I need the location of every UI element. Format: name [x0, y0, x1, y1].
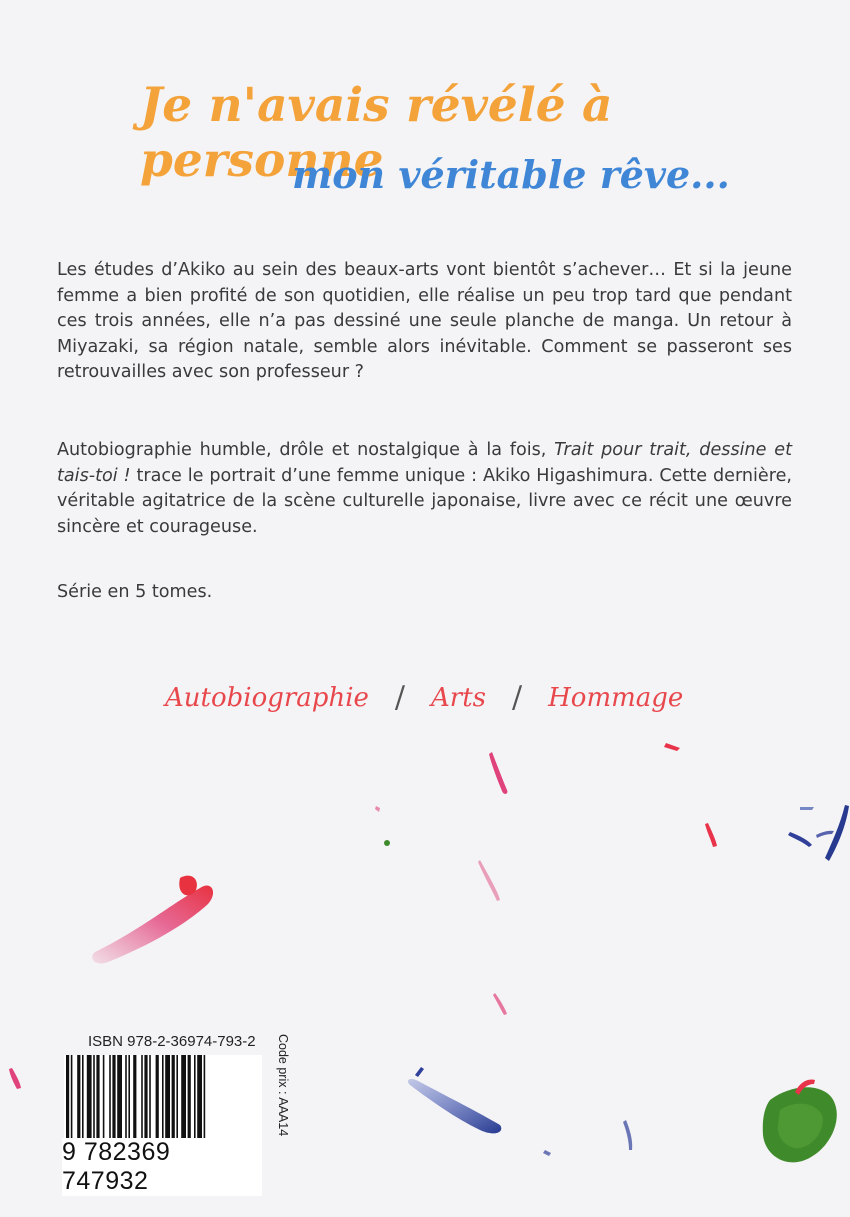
- barcode-bar: [125, 1055, 127, 1139]
- price-code: Code prix : AAA14: [276, 1034, 290, 1137]
- barcode-bar: [156, 1055, 159, 1139]
- barcode-bar: [144, 1055, 147, 1139]
- series-note: Série en 5 tomes.: [57, 582, 213, 602]
- barcode-bar: [194, 1055, 196, 1139]
- barcode-bar: [82, 1055, 84, 1139]
- barcode-bar: [141, 1055, 143, 1139]
- barcode-bar: [162, 1055, 164, 1139]
- barcode-bar: [77, 1055, 80, 1139]
- book-title: Trait pour trait, dessine et tais-toi !: [57, 440, 792, 486]
- barcode-bar: [197, 1055, 202, 1139]
- barcode-bar: [149, 1055, 151, 1139]
- genre-tags: [165, 680, 725, 715]
- tagline-line2: mon véritable rêve...: [292, 152, 730, 197]
- barcode-bar: [93, 1055, 95, 1139]
- blue-paint-stroke: [408, 1079, 501, 1133]
- barcode-bar: [188, 1055, 191, 1139]
- barcode-bar: [165, 1055, 170, 1139]
- barcode-bar: [204, 1055, 206, 1139]
- barcode-bar: [172, 1055, 175, 1139]
- barcode-bar: [117, 1055, 122, 1139]
- barcode-bar: [112, 1055, 115, 1139]
- tagline-line1: Je n'avais révélé à personne: [140, 78, 613, 188]
- synopsis-text-start: Autobiographie humble, drôle et nostalgique à la fois,: [57, 440, 555, 460]
- barcode-bar: [133, 1055, 136, 1139]
- barcode-bar: [103, 1055, 105, 1139]
- barcode-bar: [176, 1055, 178, 1139]
- genre-tag-autobiographie: Autobiographie: [165, 682, 369, 713]
- synopsis-paragraph-1: Les études d’Akiko au sein des beaux-arts vont bientôt s’achever… Et si la jeune femme a bien profité de son quotidien, elle réalise un peu trop tard que pendant ces trois années, elle n’a pas dessiné une seule planche de manga. Un retour à Miyazaki, sa région natale, semble alors inévitable. Comment se passeront ses retrouvailles avec son professeur ?: [57, 260, 792, 382]
- barcode-bar: [109, 1055, 111, 1139]
- red-paint-stroke: [92, 886, 213, 964]
- isbn-number: ISBN 978-2-36974-793-2: [88, 1033, 256, 1050]
- barcode-bar: [71, 1055, 73, 1139]
- genre-separator: /: [394, 680, 406, 715]
- barcode-bar: [181, 1055, 186, 1139]
- genre-tag-hommage: Hommage: [548, 682, 684, 713]
- barcode-digits: 9 782369 747932: [62, 1138, 262, 1196]
- synopsis-text-end: trace le portrait d’une femme unique : Akiko Higashimura. Cette dernière, véritable agitatrice de la scène culturelle japonaise, livre avec ce récit une œuvre sincère et courageuse.: [57, 465, 792, 537]
- synopsis-paragraph-2: [57, 438, 792, 540]
- barcode-bar: [87, 1055, 92, 1139]
- genre-separator: /: [512, 680, 523, 715]
- genre-tag-arts: Arts: [431, 682, 487, 713]
- barcode-bar: [96, 1055, 99, 1139]
- barcode-bar: [128, 1055, 130, 1139]
- barcode-bar: [66, 1055, 69, 1139]
- barcode-bars: [64, 1055, 262, 1139]
